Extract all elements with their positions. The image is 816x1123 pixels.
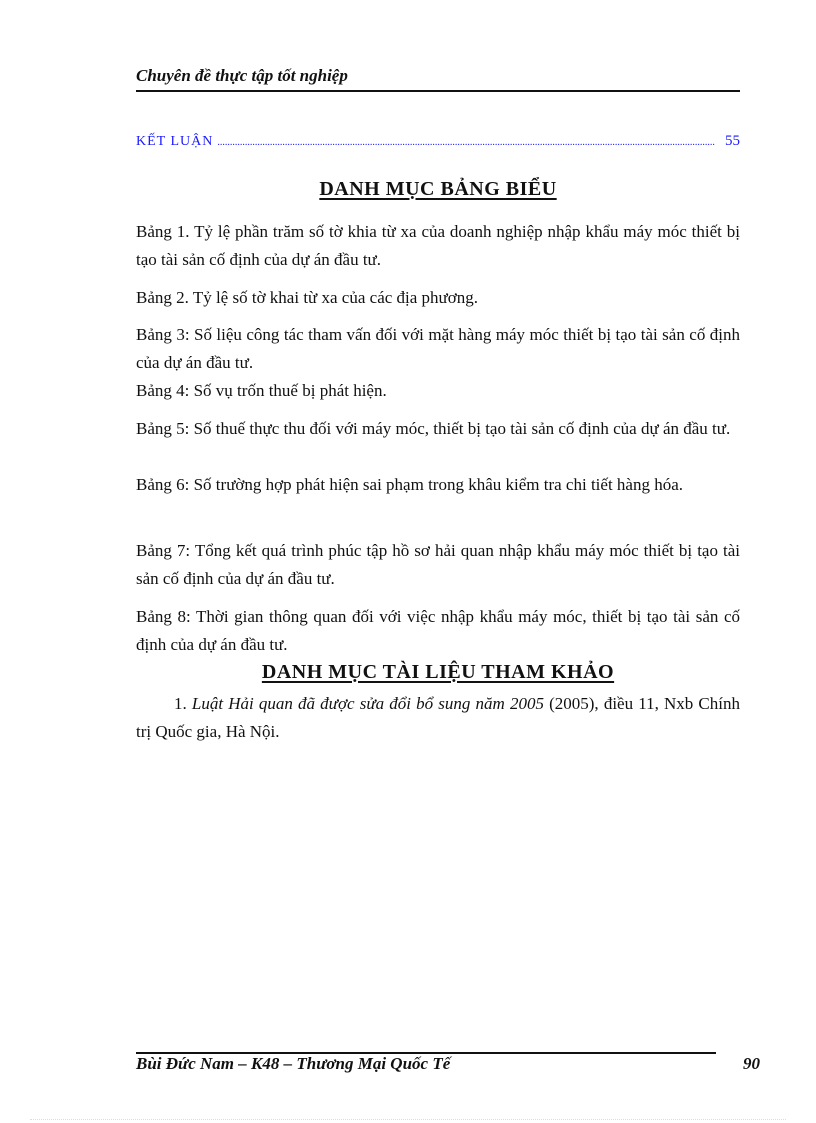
toc-entry-label[interactable]: KẾT LUẬN — [136, 134, 214, 149]
running-header-title: Chuyên đề thực tập tốt nghiệp — [136, 66, 348, 85]
tables-list-heading: DANH MỤC BẢNG BIỂU — [319, 178, 557, 200]
table-list-item-5: Bảng 5: Số thuế thực thu đối với máy móc, thiết bị tạo tài sản cố định của dự án đầu tư. — [136, 419, 731, 438]
table-list-item-6: Bảng 6: Số trường hợp phát hiện sai phạm trong khâu kiểm tra chi tiết hàng hóa. — [136, 475, 684, 494]
toc-entry-conclusion[interactable] — [136, 133, 740, 153]
header-rule — [136, 90, 740, 92]
reference-number: 1. — [174, 694, 187, 713]
table-list-item-1: Bảng 1. Tỷ lệ phần trăm số tờ khia từ xa của doanh nghiệp nhập khẩu máy móc thiết bị tạo tài sản cố định của dự án đầu tư. — [136, 222, 740, 269]
toc-entry-page[interactable]: 55 — [725, 133, 740, 149]
table-list-item-4: Bảng 4: Số vụ trốn thuế bị phát hiện. — [136, 381, 387, 400]
toc-leader-dots: ....................................................................................................................................................................................................... — [217, 137, 715, 148]
table-list-item-8: Bảng 8: Thời gian thông quan đối với việc nhập khẩu máy móc, thiết bị tạo tài sản cố định của dự án đầu tư. — [136, 607, 740, 654]
page-edge-divider — [30, 1119, 786, 1120]
table-list-item-7: Bảng 7: Tổng kết quá trình phúc tập hồ sơ hải quan nhập khẩu máy móc thiết bị tạo tài sản cố định của dự án đầu tư. — [136, 541, 740, 588]
footer-author: Bùi Đức Nam – K48 – Thương Mại Quốc Tế — [136, 1054, 451, 1073]
table-list-item-2: Bảng 2. Tỷ lệ số tờ khai từ xa của các địa phương. — [136, 288, 479, 307]
reference-item-1 — [136, 690, 740, 746]
table-list-item-3: Bảng 3: Số liệu công tác tham vấn đối với mặt hàng máy móc thiết bị tạo tài sản cố định của dự án đầu tư. — [136, 325, 740, 372]
reference-title: Luật Hải quan đã được sửa đổi bổ sung năm 2005 — [191, 694, 544, 713]
page-number: 90 — [743, 1054, 760, 1073]
reference-details: (2005), điều 11, Nxb Chính trị Quốc gia, Hà Nội. — [136, 694, 740, 741]
references-heading: DANH MỤC TÀI LIỆU THAM KHẢO — [261, 661, 615, 683]
